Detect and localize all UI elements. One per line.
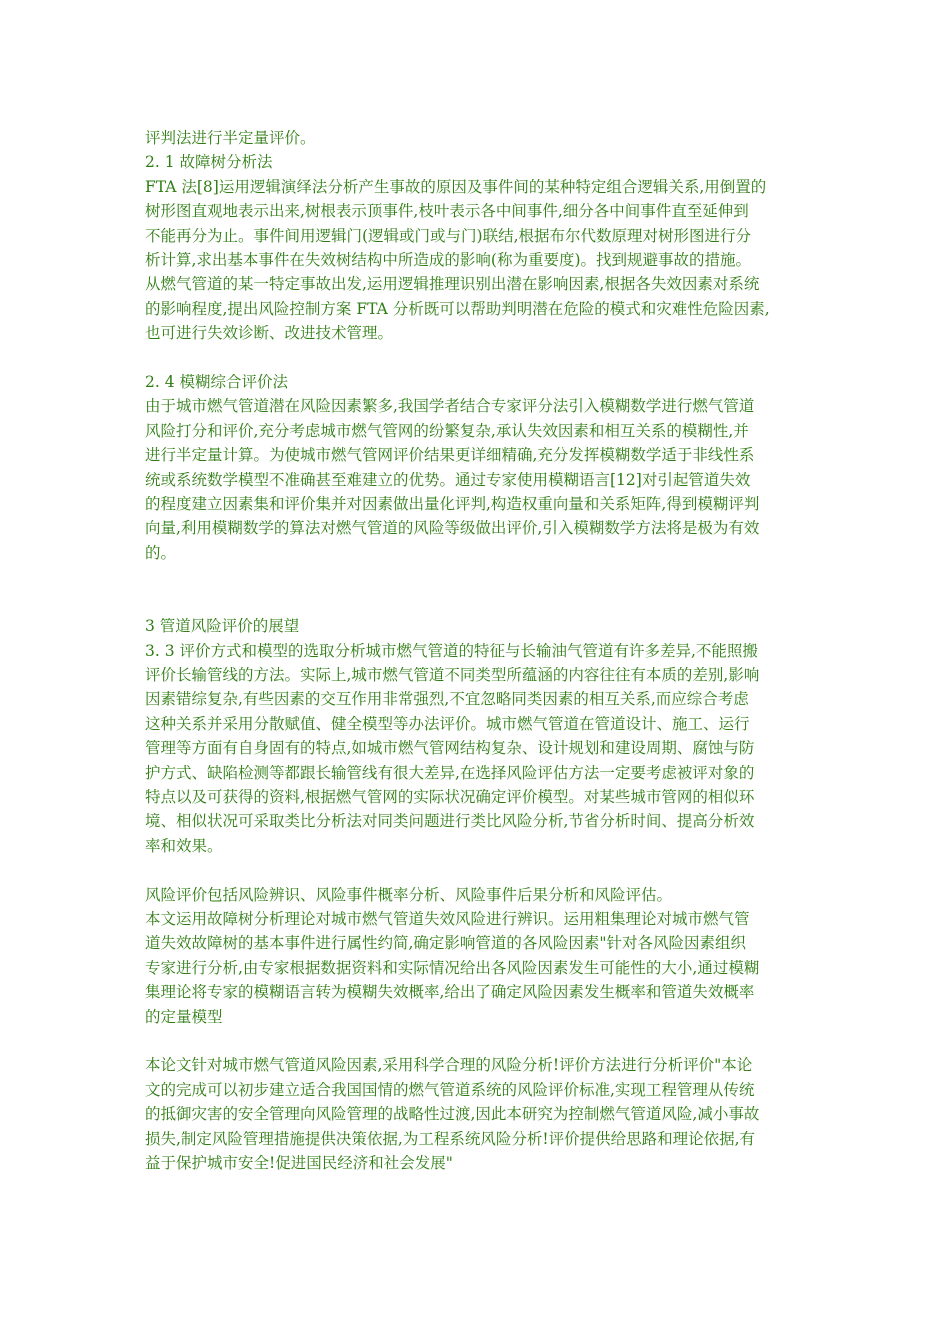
text-line: 评价长输管线的方法。实际上,城市燃气管道不同类型所蕴涵的内容往往有本质的差别,影响 — [145, 665, 760, 684]
text-line: 3. 3 评价方式和模型的选取分析城市燃气管道的特征与长输油气管道有许多差异,不能照搬 — [145, 641, 758, 660]
text-line: 本文运用故障树分析理论对城市燃气管道失效风险进行辨识。运用粗集理论对城市燃气管 — [145, 909, 750, 928]
text-line: 也可进行失效诊断、改进技术管理。 — [145, 324, 394, 343]
section-heading-3: 3 管道风险评价的展望 — [145, 617, 300, 636]
section-conclusion — [145, 1053, 810, 1175]
text-line: 专家进行分析,由专家根据数据资料和实际情况给出各风险因素发生可能性的大小,通过模糊 — [145, 958, 760, 977]
text-line: 益于保护城市安全!促进国民经济和社会发展" — [145, 1154, 453, 1172]
text-line: 本论文针对城市燃气管道风险因素,采用科学合理的风险分析!评价方法进行分析评价"本论 — [145, 1056, 753, 1075]
text-line: 集理论将专家的模糊语言转为模糊失效概率,给出了确定风险因素发生概率和管道失效概率 — [145, 983, 755, 1002]
text-line: 的。 — [145, 543, 177, 562]
text-line: 向量,利用模糊数学的算法对燃气管道的风险等级做出评价,引入模糊数学方法将是极为有效 — [145, 519, 760, 538]
text-line: 率和效果。 — [145, 836, 223, 855]
text-line: 这种关系并采用分散赋值、健全模型等办法评价。城市燃气管道在管道设计、施工、运行 — [145, 714, 750, 733]
text-line: 损失,制定风险管理措施提供决策依据,为工程系统风险分析!评价提供给思路和理论依据,有 — [145, 1129, 756, 1148]
text-line: 评判法进行半定量评价。 — [145, 129, 316, 147]
section-outlook — [145, 614, 810, 858]
text-line: 树形图直观地表示出来,树根表示顶事件,枝叶表示各中间事件,细分各中间事件直至延伸到 — [145, 202, 749, 221]
document-page — [145, 126, 810, 1175]
section-fta — [145, 126, 810, 346]
text-line: 风险打分和评价,充分考虑城市燃气管网的纷繁复杂,承认失效因素和相互关系的模糊性,并 — [145, 421, 749, 440]
text-line: 不能再分为止。事件间用逻辑门(逻辑或门或与门)联结,根据布尔代数原理对树形图进行分 — [145, 226, 752, 245]
text-line: 的定量模型 — [145, 1007, 223, 1026]
text-line: 由于城市燃气管道潜在风险因素繁多,我国学者结合专家评分法引入模糊数学进行燃气管道 — [145, 397, 755, 416]
text-line: 的影响程度,提出风险控制方案 FTA 分析既可以帮助判明潜在危险的模式和灾难性危险因素, — [145, 299, 770, 318]
text-line: 护方式、缺陷检测等都跟长输管线有很大差异,在选择风险评估方法一定要考虑被评对象的 — [145, 763, 755, 782]
text-line: 道失效故障树的基本事件进行属性约简,确定影响管道的各风险因素"针对各风险因素组织 — [145, 934, 747, 953]
spacer — [145, 1029, 810, 1053]
text-line: 的程度建立因素集和评价集并对因素做出量化评判,构造权重向量和关系矩阵,得到模糊评判 — [145, 495, 760, 514]
text-line: 的抵御灾害的安全管理向风险管理的战略性过渡,因此本研究为控制燃气管道风险,减小事故 — [145, 1105, 760, 1124]
text-line: 特点以及可获得的资料,根据燃气管网的实际状况确定评价模型。对某些城市管网的相似环 — [145, 787, 755, 806]
text-line: 统或系统数学模型不准确甚至难建立的优势。通过专家使用模糊语言[12]对引起管道失效 — [145, 470, 751, 489]
text-line: 析计算,求出基本事件在失效树结构中所造成的影响(称为重要度)。找到规避事故的措施。 — [145, 251, 752, 270]
text-line: 管理等方面有自身固有的特点,如城市燃气管网结构复杂、设计规划和建设周期、腐蚀与防 — [145, 739, 755, 758]
text-line: 进行半定量计算。为使城市燃气管网评价结果更详细精确,充分发挥模糊数学适于非线性系 — [145, 446, 755, 465]
section-heading-2-4: 2. 4 模糊综合评价法 — [145, 373, 289, 392]
text-line: 文的完成可以初步建立适合我国国情的燃气管道系统的风险评价标准,实现工程管理从传统 — [145, 1080, 755, 1099]
spacer — [145, 858, 810, 882]
text-line: 因素错综复杂,有些因素的交互作用非常强烈,不宜忽略同类因素的相互关系,而应综合考虑 — [145, 690, 749, 709]
text-line: FTA 法[8]运用逻辑演绎法分析产生事故的原因及事件间的某种特定组合逻辑关系,用倒置的 — [145, 177, 767, 196]
text-line: 从燃气管道的某一特定事故出发,运用逻辑推理识别出潜在影响因素,根据各失效因素对系统 — [145, 275, 760, 294]
section-fuzzy — [145, 370, 810, 565]
spacer — [145, 565, 810, 614]
spacer — [145, 346, 810, 370]
text-line: 境、相似状况可采取类比分析法对同类问题进行类比风险分析,节省分析时间、提高分析效 — [145, 812, 755, 831]
section-heading-2-1: 2. 1 故障树分析法 — [145, 153, 273, 172]
section-summary — [145, 883, 810, 1029]
text-line: 风险评价包括风险辨识、风险事件概率分析、风险事件后果分析和风险评估。 — [145, 885, 673, 904]
